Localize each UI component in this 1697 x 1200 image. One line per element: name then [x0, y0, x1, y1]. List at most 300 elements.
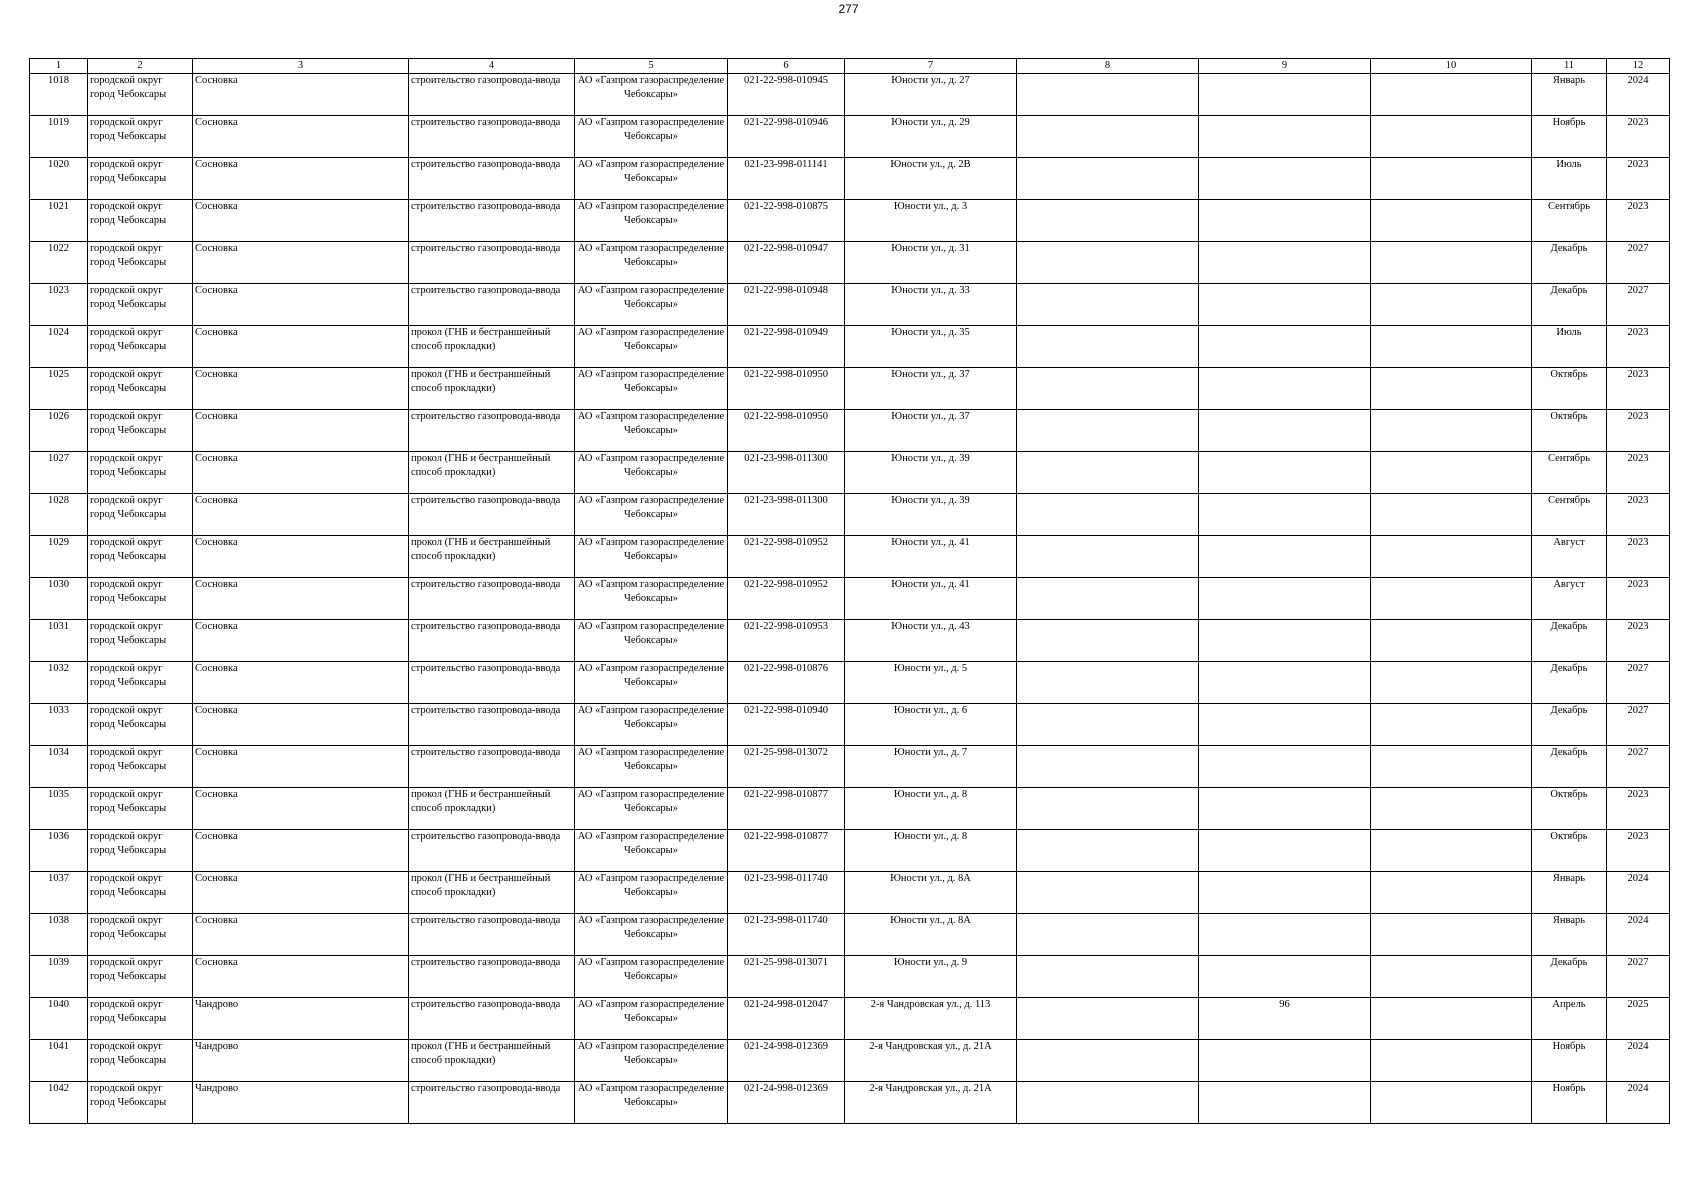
cell-organization [575, 326, 728, 368]
cell-text: 1034 [48, 747, 69, 758]
cell-text: 1040 [48, 999, 69, 1010]
cell-text: городской округ город Чебоксары [90, 873, 167, 898]
cell-text: Юности ул., д. 6 [893, 705, 968, 716]
cell-col-10 [1371, 494, 1532, 536]
cell-object-code [728, 578, 845, 620]
cell-work-type [409, 326, 575, 368]
cell-municipality [88, 578, 193, 620]
cell-row-number [30, 200, 88, 242]
cell-text: 1023 [48, 285, 69, 296]
cell-text [1201, 494, 1368, 535]
cell-text [1201, 284, 1368, 325]
cell-row-number [30, 536, 88, 578]
cell-text: 2023 [1627, 327, 1649, 338]
cell-col-9 [1199, 662, 1371, 704]
cell-text: АО «Газпром газораспределение Чебоксары» [577, 831, 725, 856]
cell-year [1607, 158, 1670, 200]
cell-text [1019, 704, 1196, 745]
cell-settlement [193, 1040, 409, 1082]
cell-text: АО «Газпром газораспределение Чебоксары» [577, 705, 725, 730]
cell-settlement [193, 578, 409, 620]
cell-text: Юности ул., д. 3 [893, 201, 968, 212]
cell-text [1201, 74, 1368, 115]
cell-row-number [30, 326, 88, 368]
cell-settlement [193, 368, 409, 410]
cell-text: Ноябрь [1552, 1083, 1586, 1094]
cell-text: 1029 [48, 537, 69, 548]
cell-text [1201, 116, 1368, 157]
cell-text: 021-23-998-011740 [744, 915, 828, 926]
column-header-11: 11 [1532, 59, 1607, 74]
cell-month [1532, 242, 1607, 284]
cell-address [845, 326, 1017, 368]
cell-col-9 [1199, 620, 1371, 662]
cell-text: АО «Газпром газораспределение Чебоксары» [577, 159, 725, 184]
cell-text [1019, 158, 1196, 199]
cell-text [1201, 578, 1368, 619]
cell-text: прокол (ГНБ и бестраншейный способ прокладки) [411, 369, 551, 394]
table-row [30, 200, 1670, 242]
cell-text [1019, 746, 1196, 787]
cell-text: 1027 [48, 453, 69, 464]
cell-organization [575, 914, 728, 956]
cell-text: АО «Газпром газораспределение Чебоксары» [577, 747, 725, 772]
cell-col-9 [1199, 704, 1371, 746]
page-number: 277 [838, 2, 859, 16]
cell-address [845, 158, 1017, 200]
cell-col-9 [1199, 872, 1371, 914]
cell-text: Сосновка [195, 201, 238, 212]
cell-year [1607, 620, 1670, 662]
cell-object-code [728, 746, 845, 788]
cell-text: 2023 [1627, 537, 1649, 548]
cell-row-number [30, 914, 88, 956]
cell-text: строительство газопровода-ввода [411, 285, 561, 296]
cell-year [1607, 200, 1670, 242]
cell-text: городской округ город Чебоксары [90, 159, 167, 184]
cell-text: 021-22-998-010877 [744, 831, 828, 842]
cell-text [1019, 788, 1196, 829]
cell-work-type [409, 620, 575, 662]
cell-col-9 [1199, 956, 1371, 998]
cell-municipality [88, 1082, 193, 1124]
cell-text [1201, 620, 1368, 661]
cell-text: строительство газопровода-ввода [411, 201, 561, 212]
cell-month [1532, 914, 1607, 956]
cell-organization [575, 578, 728, 620]
cell-text [1019, 74, 1196, 115]
cell-text [1201, 662, 1368, 703]
cell-text: городской округ город Чебоксары [90, 495, 167, 520]
cell-settlement [193, 956, 409, 998]
cell-text: строительство газопровода-ввода [411, 705, 561, 716]
cell-month [1532, 830, 1607, 872]
cell-text: 2025 [1627, 999, 1649, 1010]
cell-text: прокол (ГНБ и бестраншейный способ прокладки) [411, 873, 551, 898]
table-row [30, 368, 1670, 410]
cell-text: строительство газопровода-ввода [411, 117, 561, 128]
table-body [30, 74, 1670, 1124]
cell-settlement [193, 830, 409, 872]
cell-settlement [193, 410, 409, 452]
cell-text: 021-25-998-013071 [744, 957, 828, 968]
cell-settlement [193, 74, 409, 116]
cell-text: Юности ул., д. 27 [891, 75, 970, 86]
cell-text: городской округ город Чебоксары [90, 663, 167, 688]
cell-municipality [88, 158, 193, 200]
cell-organization [575, 452, 728, 494]
cell-text: Юности ул., д. 8 [893, 789, 968, 800]
cell-text: 1024 [48, 327, 69, 338]
cell-row-number [30, 662, 88, 704]
cell-organization [575, 620, 728, 662]
cell-row-number [30, 1040, 88, 1082]
cell-text [1373, 872, 1529, 913]
cell-text: 021-24-998-012369 [744, 1041, 828, 1052]
cell-text [1201, 200, 1368, 241]
cell-text [1373, 1082, 1529, 1123]
cell-month [1532, 536, 1607, 578]
cell-month [1532, 200, 1607, 242]
table-row [30, 1082, 1670, 1124]
cell-text: Декабрь [1550, 285, 1588, 296]
cell-row-number [30, 116, 88, 158]
cell-year [1607, 536, 1670, 578]
cell-text [1373, 914, 1529, 955]
cell-work-type [409, 662, 575, 704]
cell-text: АО «Газпром газораспределение Чебоксары» [577, 1083, 725, 1108]
cell-address [845, 872, 1017, 914]
cell-text [1019, 620, 1196, 661]
cell-text [1373, 620, 1529, 661]
cell-text: 1020 [48, 159, 69, 170]
cell-text: Декабрь [1550, 663, 1588, 674]
cell-text [1201, 788, 1368, 829]
cell-col-8 [1017, 704, 1199, 746]
cell-text: Сосновка [195, 621, 238, 632]
cell-col-8 [1017, 116, 1199, 158]
column-header-12: 12 [1607, 59, 1670, 74]
cell-text: городской округ город Чебоксары [90, 957, 167, 982]
cell-year [1607, 452, 1670, 494]
cell-text [1201, 746, 1368, 787]
cell-col-8 [1017, 830, 1199, 872]
cell-col-8 [1017, 1082, 1199, 1124]
cell-text: 2023 [1627, 495, 1649, 506]
cell-text [1373, 368, 1529, 409]
cell-address [845, 788, 1017, 830]
cell-organization [575, 830, 728, 872]
cell-text: 1038 [48, 915, 69, 926]
cell-text: 2027 [1627, 747, 1649, 758]
table-row [30, 788, 1670, 830]
cell-text: 2-я Чандровская ул., д. 21А [869, 1041, 992, 1052]
cell-text: городской округ город Чебоксары [90, 579, 167, 604]
cell-municipality [88, 956, 193, 998]
cell-year [1607, 746, 1670, 788]
cell-text: 1039 [48, 957, 69, 968]
cell-text [1373, 326, 1529, 367]
cell-text: городской округ город Чебоксары [90, 747, 167, 772]
cell-text: 1022 [48, 243, 69, 254]
cell-col-9 [1199, 74, 1371, 116]
cell-municipality [88, 74, 193, 116]
cell-year [1607, 872, 1670, 914]
cell-text: АО «Газпром газораспределение Чебоксары» [577, 411, 725, 436]
cell-text: Чандрово [195, 999, 239, 1010]
cell-row-number [30, 746, 88, 788]
cell-text: Октябрь [1550, 411, 1588, 422]
cell-object-code [728, 116, 845, 158]
cell-text [1373, 200, 1529, 241]
cell-address [845, 704, 1017, 746]
cell-organization [575, 704, 728, 746]
cell-month [1532, 704, 1607, 746]
cell-col-8 [1017, 536, 1199, 578]
cell-text: Юности ул., д. 31 [891, 243, 970, 254]
cell-row-number [30, 410, 88, 452]
cell-organization [575, 746, 728, 788]
cell-municipality [88, 242, 193, 284]
cell-col-8 [1017, 242, 1199, 284]
cell-text: 2027 [1627, 663, 1649, 674]
cell-text [1373, 116, 1529, 157]
column-header-5: 5 [575, 59, 728, 74]
cell-text: Юности ул., д. 8А [890, 915, 971, 926]
cell-text [1019, 578, 1196, 619]
cell-text: Сосновка [195, 705, 238, 716]
cell-organization [575, 872, 728, 914]
cell-col-8 [1017, 578, 1199, 620]
column-header-1: 1 [30, 59, 88, 74]
cell-text: 021-22-998-010946 [744, 117, 828, 128]
cell-row-number [30, 494, 88, 536]
cell-col-9 [1199, 830, 1371, 872]
cell-address [845, 116, 1017, 158]
cell-text: Юности ул., д. 8 [893, 831, 968, 842]
cell-month [1532, 956, 1607, 998]
cell-work-type [409, 368, 575, 410]
cell-text [1019, 410, 1196, 451]
cell-col-8 [1017, 494, 1199, 536]
cell-row-number [30, 242, 88, 284]
cell-text: 021-22-998-010949 [744, 327, 828, 338]
cell-organization [575, 368, 728, 410]
cell-text: Август [1553, 537, 1585, 548]
cell-text: Юности ул., д. 37 [891, 411, 970, 422]
cell-text [1019, 914, 1196, 955]
cell-text: АО «Газпром газораспределение Чебоксары» [577, 453, 725, 478]
cell-text: Сосновка [195, 369, 238, 380]
cell-text: городской округ город Чебоксары [90, 411, 167, 436]
cell-text: городской округ город Чебоксары [90, 285, 167, 310]
cell-organization [575, 662, 728, 704]
cell-col-8 [1017, 74, 1199, 116]
table-row [30, 452, 1670, 494]
cell-col-10 [1371, 326, 1532, 368]
cell-text: Сосновка [195, 411, 238, 422]
table-row [30, 494, 1670, 536]
cell-text: 1028 [48, 495, 69, 506]
cell-col-10 [1371, 200, 1532, 242]
cell-text: строительство газопровода-ввода [411, 75, 561, 86]
cell-address [845, 578, 1017, 620]
cell-col-10 [1371, 116, 1532, 158]
cell-text: Сентябрь [1547, 495, 1591, 506]
cell-text: Юности ул., д. 37 [891, 369, 970, 380]
cell-text: 021-22-998-010948 [744, 285, 828, 296]
cell-municipality [88, 662, 193, 704]
cell-text: 2024 [1627, 873, 1649, 884]
cell-text: 1037 [48, 873, 69, 884]
cell-municipality [88, 788, 193, 830]
cell-organization [575, 200, 728, 242]
cell-text: АО «Газпром газораспределение Чебоксары» [577, 789, 725, 814]
cell-text: строительство газопровода-ввода [411, 663, 561, 674]
cell-col-10 [1371, 536, 1532, 578]
cell-col-8 [1017, 998, 1199, 1040]
cell-text: строительство газопровода-ввода [411, 1083, 561, 1094]
cell-text: Юности ул., д. 8А [890, 873, 971, 884]
cell-text: 1031 [48, 621, 69, 632]
cell-municipality [88, 704, 193, 746]
cell-month [1532, 872, 1607, 914]
cell-year [1607, 662, 1670, 704]
cell-text: АО «Газпром газораспределение Чебоксары» [577, 117, 725, 142]
cell-text: строительство газопровода-ввода [411, 957, 561, 968]
cell-col-10 [1371, 914, 1532, 956]
cell-address [845, 284, 1017, 326]
cell-text: 2027 [1627, 243, 1649, 254]
column-header-6: 6 [728, 59, 845, 74]
cell-object-code [728, 1082, 845, 1124]
cell-text: Декабрь [1550, 621, 1588, 632]
cell-text: 2023 [1627, 411, 1649, 422]
cell-text: Сосновка [195, 747, 238, 758]
cell-text: строительство газопровода-ввода [411, 159, 561, 170]
cell-text [1019, 242, 1196, 283]
cell-text: 1042 [48, 1083, 69, 1094]
cell-text: АО «Газпром газораспределение Чебоксары» [577, 1041, 725, 1066]
cell-text: городской округ город Чебоксары [90, 831, 167, 856]
cell-object-code [728, 788, 845, 830]
cell-text: 021-22-998-010952 [744, 579, 828, 590]
cell-object-code [728, 452, 845, 494]
cell-row-number [30, 704, 88, 746]
cell-organization [575, 1082, 728, 1124]
cell-address [845, 998, 1017, 1040]
cell-work-type [409, 830, 575, 872]
cell-month [1532, 452, 1607, 494]
cell-text: Юности ул., д. 43 [891, 621, 970, 632]
cell-work-type [409, 704, 575, 746]
cell-text: Юности ул., д. 9 [893, 957, 968, 968]
cell-col-8 [1017, 158, 1199, 200]
cell-year [1607, 410, 1670, 452]
cell-work-type [409, 410, 575, 452]
cell-object-code [728, 158, 845, 200]
cell-text: 2023 [1627, 789, 1649, 800]
cell-text: прокол (ГНБ и бестраншейный способ прокладки) [411, 537, 551, 562]
table-row [30, 620, 1670, 662]
cell-settlement [193, 1082, 409, 1124]
cell-settlement [193, 326, 409, 368]
cell-text: 1026 [48, 411, 69, 422]
cell-text: 2027 [1627, 957, 1649, 968]
cell-municipality [88, 368, 193, 410]
cell-month [1532, 368, 1607, 410]
cell-text: Юности ул., д. 41 [891, 579, 970, 590]
cell-municipality [88, 410, 193, 452]
cell-object-code [728, 242, 845, 284]
cell-text: Сентябрь [1547, 201, 1591, 212]
cell-settlement [193, 704, 409, 746]
cell-text: 021-25-998-013072 [744, 747, 828, 758]
cell-col-8 [1017, 368, 1199, 410]
cell-municipality [88, 998, 193, 1040]
cell-text: Сосновка [195, 663, 238, 674]
table-row [30, 242, 1670, 284]
table-row [30, 998, 1670, 1040]
cell-text: АО «Газпром газораспределение Чебоксары» [577, 957, 725, 982]
column-header-3: 3 [193, 59, 409, 74]
cell-object-code [728, 914, 845, 956]
cell-municipality [88, 452, 193, 494]
cell-settlement [193, 158, 409, 200]
cell-text [1019, 200, 1196, 241]
cell-address [845, 1082, 1017, 1124]
cell-text [1373, 998, 1529, 1039]
cell-text [1373, 536, 1529, 577]
cell-month [1532, 158, 1607, 200]
cell-work-type [409, 284, 575, 326]
cell-row-number [30, 956, 88, 998]
cell-municipality [88, 1040, 193, 1082]
cell-text [1019, 662, 1196, 703]
cell-text: строительство газопровода-ввода [411, 495, 561, 506]
cell-text: Сосновка [195, 495, 238, 506]
cell-text: строительство газопровода-ввода [411, 621, 561, 632]
cell-col-10 [1371, 872, 1532, 914]
cell-text [1201, 242, 1368, 283]
cell-month [1532, 578, 1607, 620]
cell-text: прокол (ГНБ и бестраншейный способ прокладки) [411, 453, 551, 478]
cell-work-type [409, 536, 575, 578]
cell-year [1607, 494, 1670, 536]
cell-col-10 [1371, 1040, 1532, 1082]
cell-text: Сосновка [195, 285, 238, 296]
cell-text: строительство газопровода-ввода [411, 243, 561, 254]
cell-col-10 [1371, 830, 1532, 872]
cell-text: АО «Газпром газораспределение Чебоксары» [577, 873, 725, 898]
cell-address [845, 536, 1017, 578]
cell-text [1019, 368, 1196, 409]
cell-municipality [88, 116, 193, 158]
cell-settlement [193, 872, 409, 914]
cell-month [1532, 662, 1607, 704]
table-row [30, 746, 1670, 788]
cell-object-code [728, 620, 845, 662]
cell-work-type [409, 578, 575, 620]
cell-text: 1025 [48, 369, 69, 380]
cell-address [845, 200, 1017, 242]
cell-text: Апрель [1552, 999, 1586, 1010]
cell-text: АО «Газпром газораспределение Чебоксары» [577, 663, 725, 688]
cell-address [845, 494, 1017, 536]
cell-address [845, 662, 1017, 704]
cell-address [845, 746, 1017, 788]
cell-text: 2023 [1627, 579, 1649, 590]
